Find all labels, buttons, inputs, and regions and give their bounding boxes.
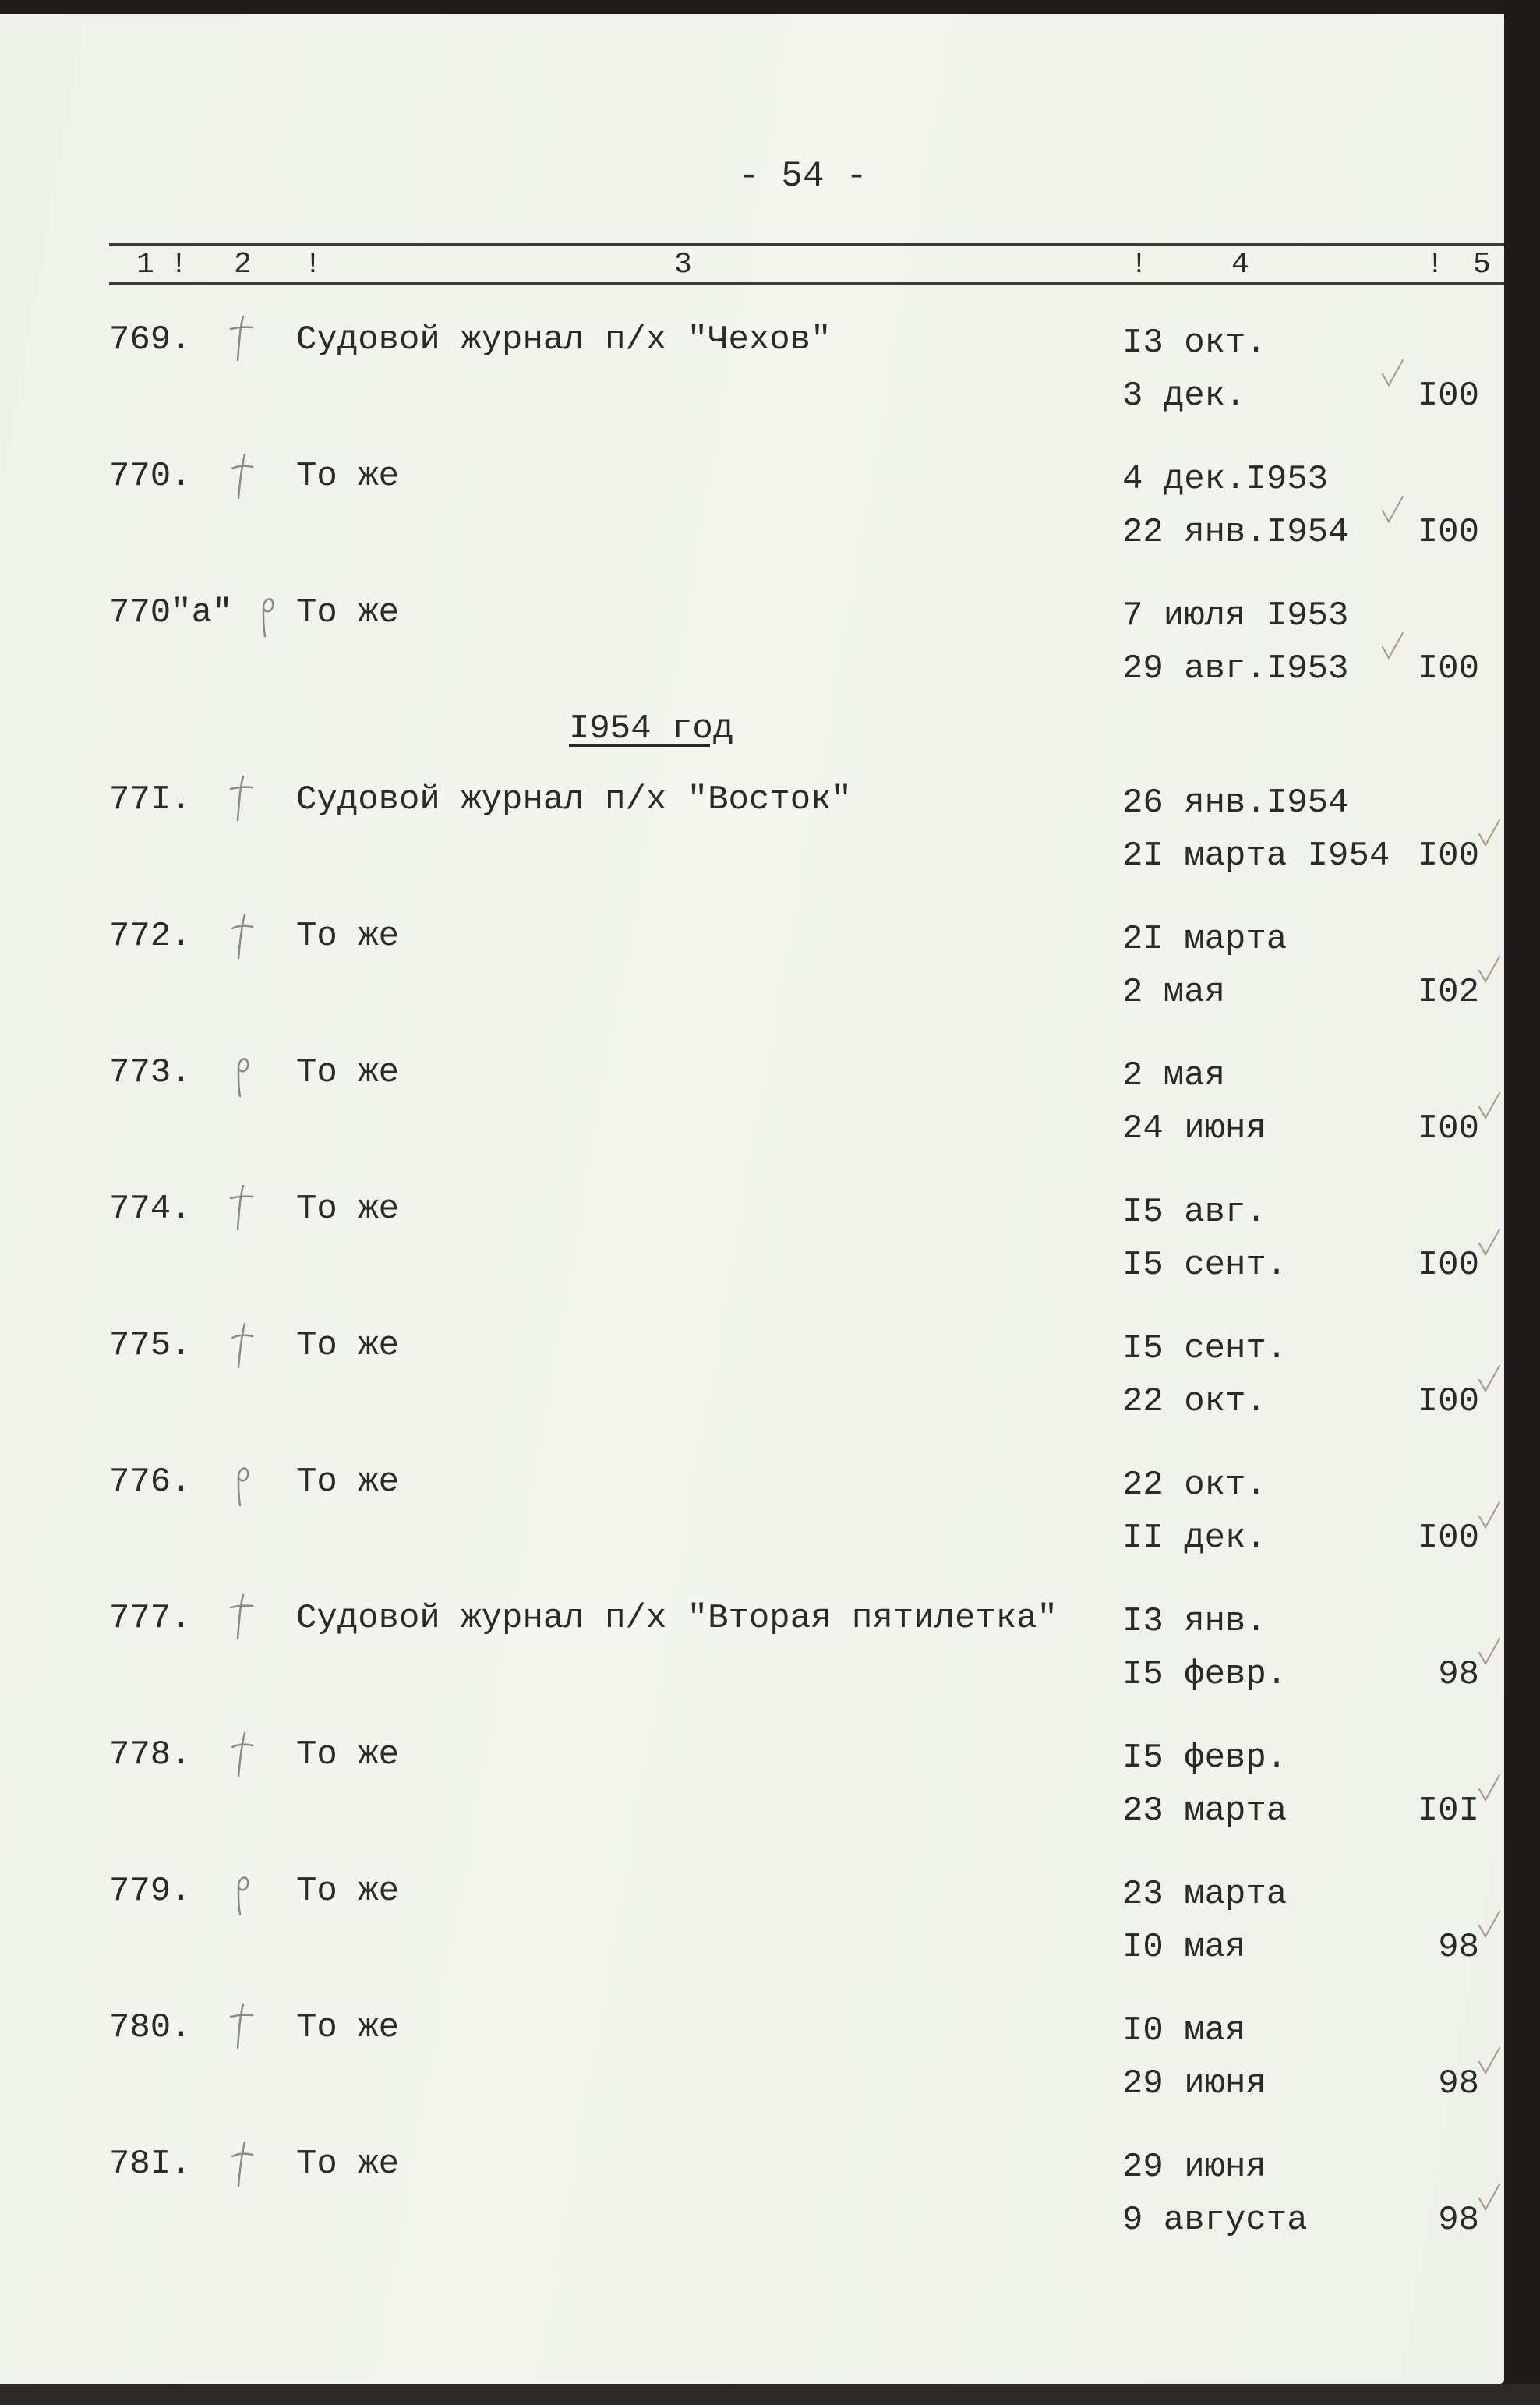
page-number: - 54 - [738,156,867,196]
entry-date-end: 24 июня [1122,1109,1266,1148]
entry-title: То же [296,1735,400,1774]
pencil-cross-mark-icon [226,448,257,503]
pencil-check-mark-icon [1476,817,1503,851]
entry-sheet-count: I02 [1417,973,1479,1012]
entry-number: 770. [109,457,192,496]
entry-date-start: I5 сент. [1122,1329,1287,1368]
entry-date-start: 2I марта [1122,920,1287,959]
entry-date-start: 4 дек.I953 [1122,460,1329,499]
entry-title: То же [296,593,400,632]
entry-date-start: 7 июля I953 [1122,596,1349,635]
col-header-sep: ! [1130,248,1148,281]
entry-date-start: I5 февр. [1122,1738,1287,1777]
entry-date-end: 2 мая [1122,973,1226,1012]
entry-date-end: II дек. [1122,1519,1266,1558]
entry-date-end: 29 июня [1122,2064,1266,2103]
entry-sheet-count: 98 [1438,1928,1479,1967]
pencil-check-mark-icon [1476,2181,1503,2216]
col-header-2: 2 [234,248,252,281]
entry-title: То же [296,1053,400,1092]
pencil-check-mark-icon [1476,1636,1503,1670]
entry-date-end: I5 сент. [1122,1246,1287,1285]
entry-sheet-count: I00 [1417,1382,1479,1421]
entry-sheet-count: I0I [1417,1791,1479,1830]
entry-sheet-count: I00 [1417,513,1479,552]
entry-sheet-count: I00 [1417,1246,1479,1285]
entry-date-start: 22 окт. [1122,1466,1266,1505]
col-header-sep: ! [304,248,322,281]
pencil-check-mark-icon [1476,1090,1503,1124]
entry-number: 777. [109,1599,192,1638]
entry-number: 780. [109,2008,192,2047]
entry-date-end: 2I марта I954 [1122,836,1390,875]
entry-date-end: 23 марта [1122,1791,1287,1830]
col-header-5: 5 [1473,248,1491,281]
col-header-1: 1 [136,248,154,281]
entry-title: Судовой журнал п/х "Чехов" [296,320,832,359]
pencil-cross-mark-icon [226,312,257,366]
entry-number: 779. [109,1872,192,1911]
pencil-cross-mark-icon [226,1590,257,1645]
entry-date-start: 26 янв.I954 [1122,783,1349,822]
entry-date-start: 23 марта [1122,1875,1287,1914]
col-header-3: 3 [674,248,692,281]
pencil-check-mark-icon [1476,2045,1503,2079]
pencil-cross-mark-icon [226,2136,257,2191]
entry-title: То же [296,2008,400,2047]
section-title: I954 год [569,709,734,748]
entry-number: 776. [109,1462,192,1501]
entry-title: То же [296,917,400,956]
entry-sheet-count: I00 [1417,1109,1479,1148]
header-rule-bottom [109,282,1504,285]
pencil-cross-mark-icon [226,1727,257,1781]
pencil-cross-mark-icon [226,908,257,963]
entry-date-end: 29 авг.I953 [1122,649,1349,688]
entry-sheet-count: I00 [1417,1519,1479,1558]
pencil-cross-mark-icon [226,772,257,826]
entry-number: 770"а" [109,593,233,632]
pencil-check-mark-icon [1379,493,1406,528]
pencil-check-mark-icon [1476,1499,1503,1533]
entry-date-end: 22 окт. [1122,1382,1266,1421]
pencil-check-mark-icon [1379,357,1406,391]
entry-date-start: I3 окт. [1122,324,1266,363]
scan-top-edge [0,0,1540,14]
entry-sheet-count: 98 [1438,2064,1479,2103]
entry-sheet-count: 98 [1438,2201,1479,2240]
entry-date-end: 3 дек. [1122,377,1246,416]
entry-date-start: 2 мая [1122,1056,1226,1095]
entry-title: То же [296,457,400,496]
pencil-check-mark-icon [1379,630,1406,664]
entry-sheet-count: I00 [1417,649,1479,688]
pencil-cross-mark-icon [226,1863,257,1918]
entry-title: То же [296,1326,400,1365]
entry-title: То же [296,1462,400,1501]
header-rule-top [109,243,1504,246]
entry-title: То же [296,2145,400,2184]
pencil-cross-mark-icon [226,1454,257,1508]
entry-title: Судовой журнал п/х "Восток" [296,780,852,819]
entry-sheet-count: 98 [1438,1655,1479,1694]
entry-number: 775. [109,1326,192,1365]
entry-title: Судовой журнал п/х "Вторая пятилетка" [296,1599,1058,1638]
entry-number: 778. [109,1735,192,1774]
entry-date-start: I0 мая [1122,2011,1246,2050]
entry-date-start: I3 янв. [1122,1602,1266,1641]
pencil-cross-mark-icon [226,1181,257,1236]
entry-date-start: 29 июня [1122,2148,1266,2187]
pencil-check-mark-icon [1476,1772,1503,1806]
entry-date-end: 9 августа [1122,2201,1308,2240]
entry-number: 774. [109,1190,192,1229]
entry-title: То же [296,1190,400,1229]
col-header-sep: ! [170,248,188,281]
pencil-check-mark-icon [1476,1908,1503,1943]
scan-right-edge [1504,0,1540,2405]
entry-number: 77I. [109,780,192,819]
pencil-cross-mark-icon [251,585,282,639]
pencil-check-mark-icon [1476,1363,1503,1397]
entry-date-end: I5 февр. [1122,1655,1287,1694]
entry-date-start: I5 авг. [1122,1193,1266,1232]
pencil-check-mark-icon [1476,1226,1503,1261]
pencil-cross-mark-icon [226,1317,257,1372]
entry-number: 773. [109,1053,192,1092]
pencil-check-mark-icon [1476,953,1503,988]
entry-number: 769. [109,320,192,359]
entry-number: 772. [109,917,192,956]
pencil-cross-mark-icon [226,2000,257,2054]
entry-sheet-count: I00 [1417,836,1479,875]
entry-sheet-count: I00 [1417,377,1479,416]
scan-bottom-edge [0,2384,1540,2405]
entry-date-end: 22 янв.I954 [1122,513,1349,552]
entry-date-end: I0 мая [1122,1928,1246,1967]
entry-title: То же [296,1872,400,1911]
col-header-4: 4 [1231,248,1249,281]
pencil-cross-mark-icon [226,1045,257,1099]
col-header-sep: ! [1426,248,1444,281]
entry-number: 78I. [109,2145,192,2184]
